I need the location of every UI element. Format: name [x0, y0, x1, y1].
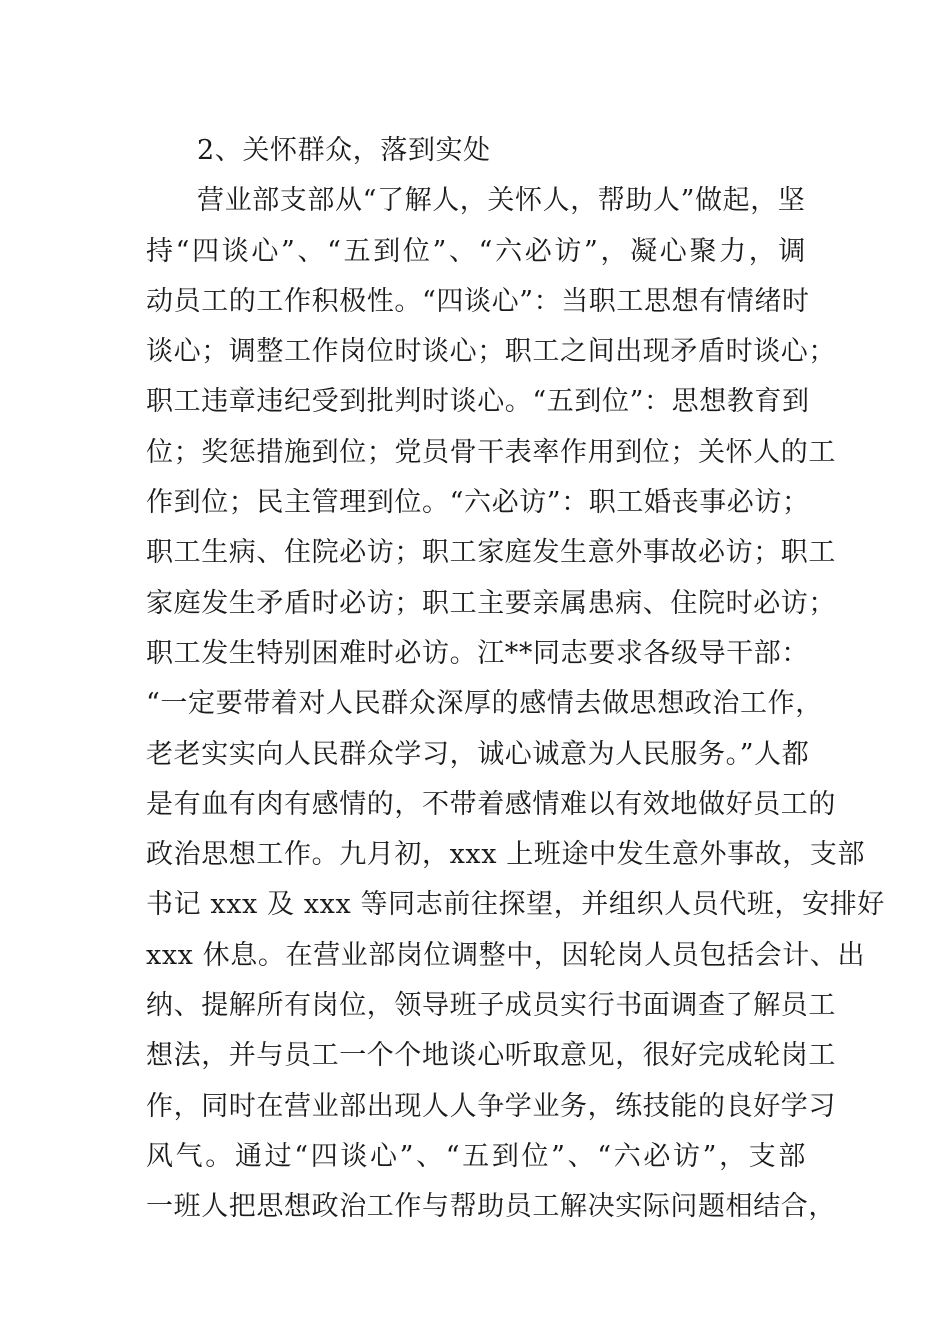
paragraph-line: 是有血有肉有感情的，不带着感情难以有效地做好员工的 [146, 788, 836, 820]
paragraph-line: 谈心；调整工作岗位时谈心；职工之间出现矛盾时谈心； [146, 336, 836, 368]
paragraph-line: 家庭发生矛盾时必访；职工主要亲属患病、住院时必访； [146, 587, 836, 619]
paragraph-line: 作，同时在营业部出现人人争学业务，练技能的良好学习 [146, 1090, 836, 1122]
paragraph-line: 动员工的工作积极性。“四谈心”：当职工思想有情绪时 [146, 285, 810, 317]
paragraph-line: 想法，并与员工一个个地谈心听取意见，很好完成轮岗工 [146, 1040, 836, 1072]
paragraph-line: “一定要带着对人民群众深厚的感情去做思想政治工作， [146, 688, 823, 720]
paragraph-line: 风气。通过“四谈心”、“五到位”、“六必访”，支部 [146, 1140, 806, 1172]
document-body [146, 126, 885, 1233]
paragraph-line: 营业部支部从“了解人，关怀人，帮助人”做起，坚 [197, 185, 806, 217]
paragraph-line: 老老实实向人民群众学习，诚心诚意为人民服务。”人都 [146, 738, 810, 770]
paragraph-line: 纳、提解所有岗位，领导班子成员实行书面调查了解员工 [146, 990, 836, 1022]
paragraph-line: xxx 休息。在营业部岗位调整中，因轮岗人员包括会计、出 [146, 939, 866, 971]
paragraph-line: 位；奖惩措施到位；党员骨干表率作用到位；关怀人的工 [146, 436, 836, 468]
paragraph-line: 一班人把思想政治工作与帮助员工解决实际问题相结合， [146, 1191, 836, 1223]
paragraph-line: 持“四谈心”、“五到位”、“六必访”，凝心聚力，调 [146, 235, 806, 267]
paragraph-line: 政治思想工作。九月初，xxx 上班途中发生意外事故，支部 [146, 839, 866, 871]
paragraph-line: 作到位；民主管理到位。“六必访”：职工婚丧事必访； [146, 487, 810, 519]
paragraph-line: 职工发生特别困难时必访。江**同志要求各级导干部： [146, 637, 809, 669]
paragraph-line: 职工违章违纪受到批判时谈心。“五到位”：思想教育到 [146, 386, 810, 418]
paragraph-line: 书记 xxx 及 xxx 等同志前往探望，并组织人员代班，安排好 [146, 889, 885, 921]
paragraph-line: 职工生病、住院必访；职工家庭发生意外事故必访；职工 [146, 537, 836, 569]
section-heading: 2、关怀群众，落到实处 [197, 135, 491, 166]
